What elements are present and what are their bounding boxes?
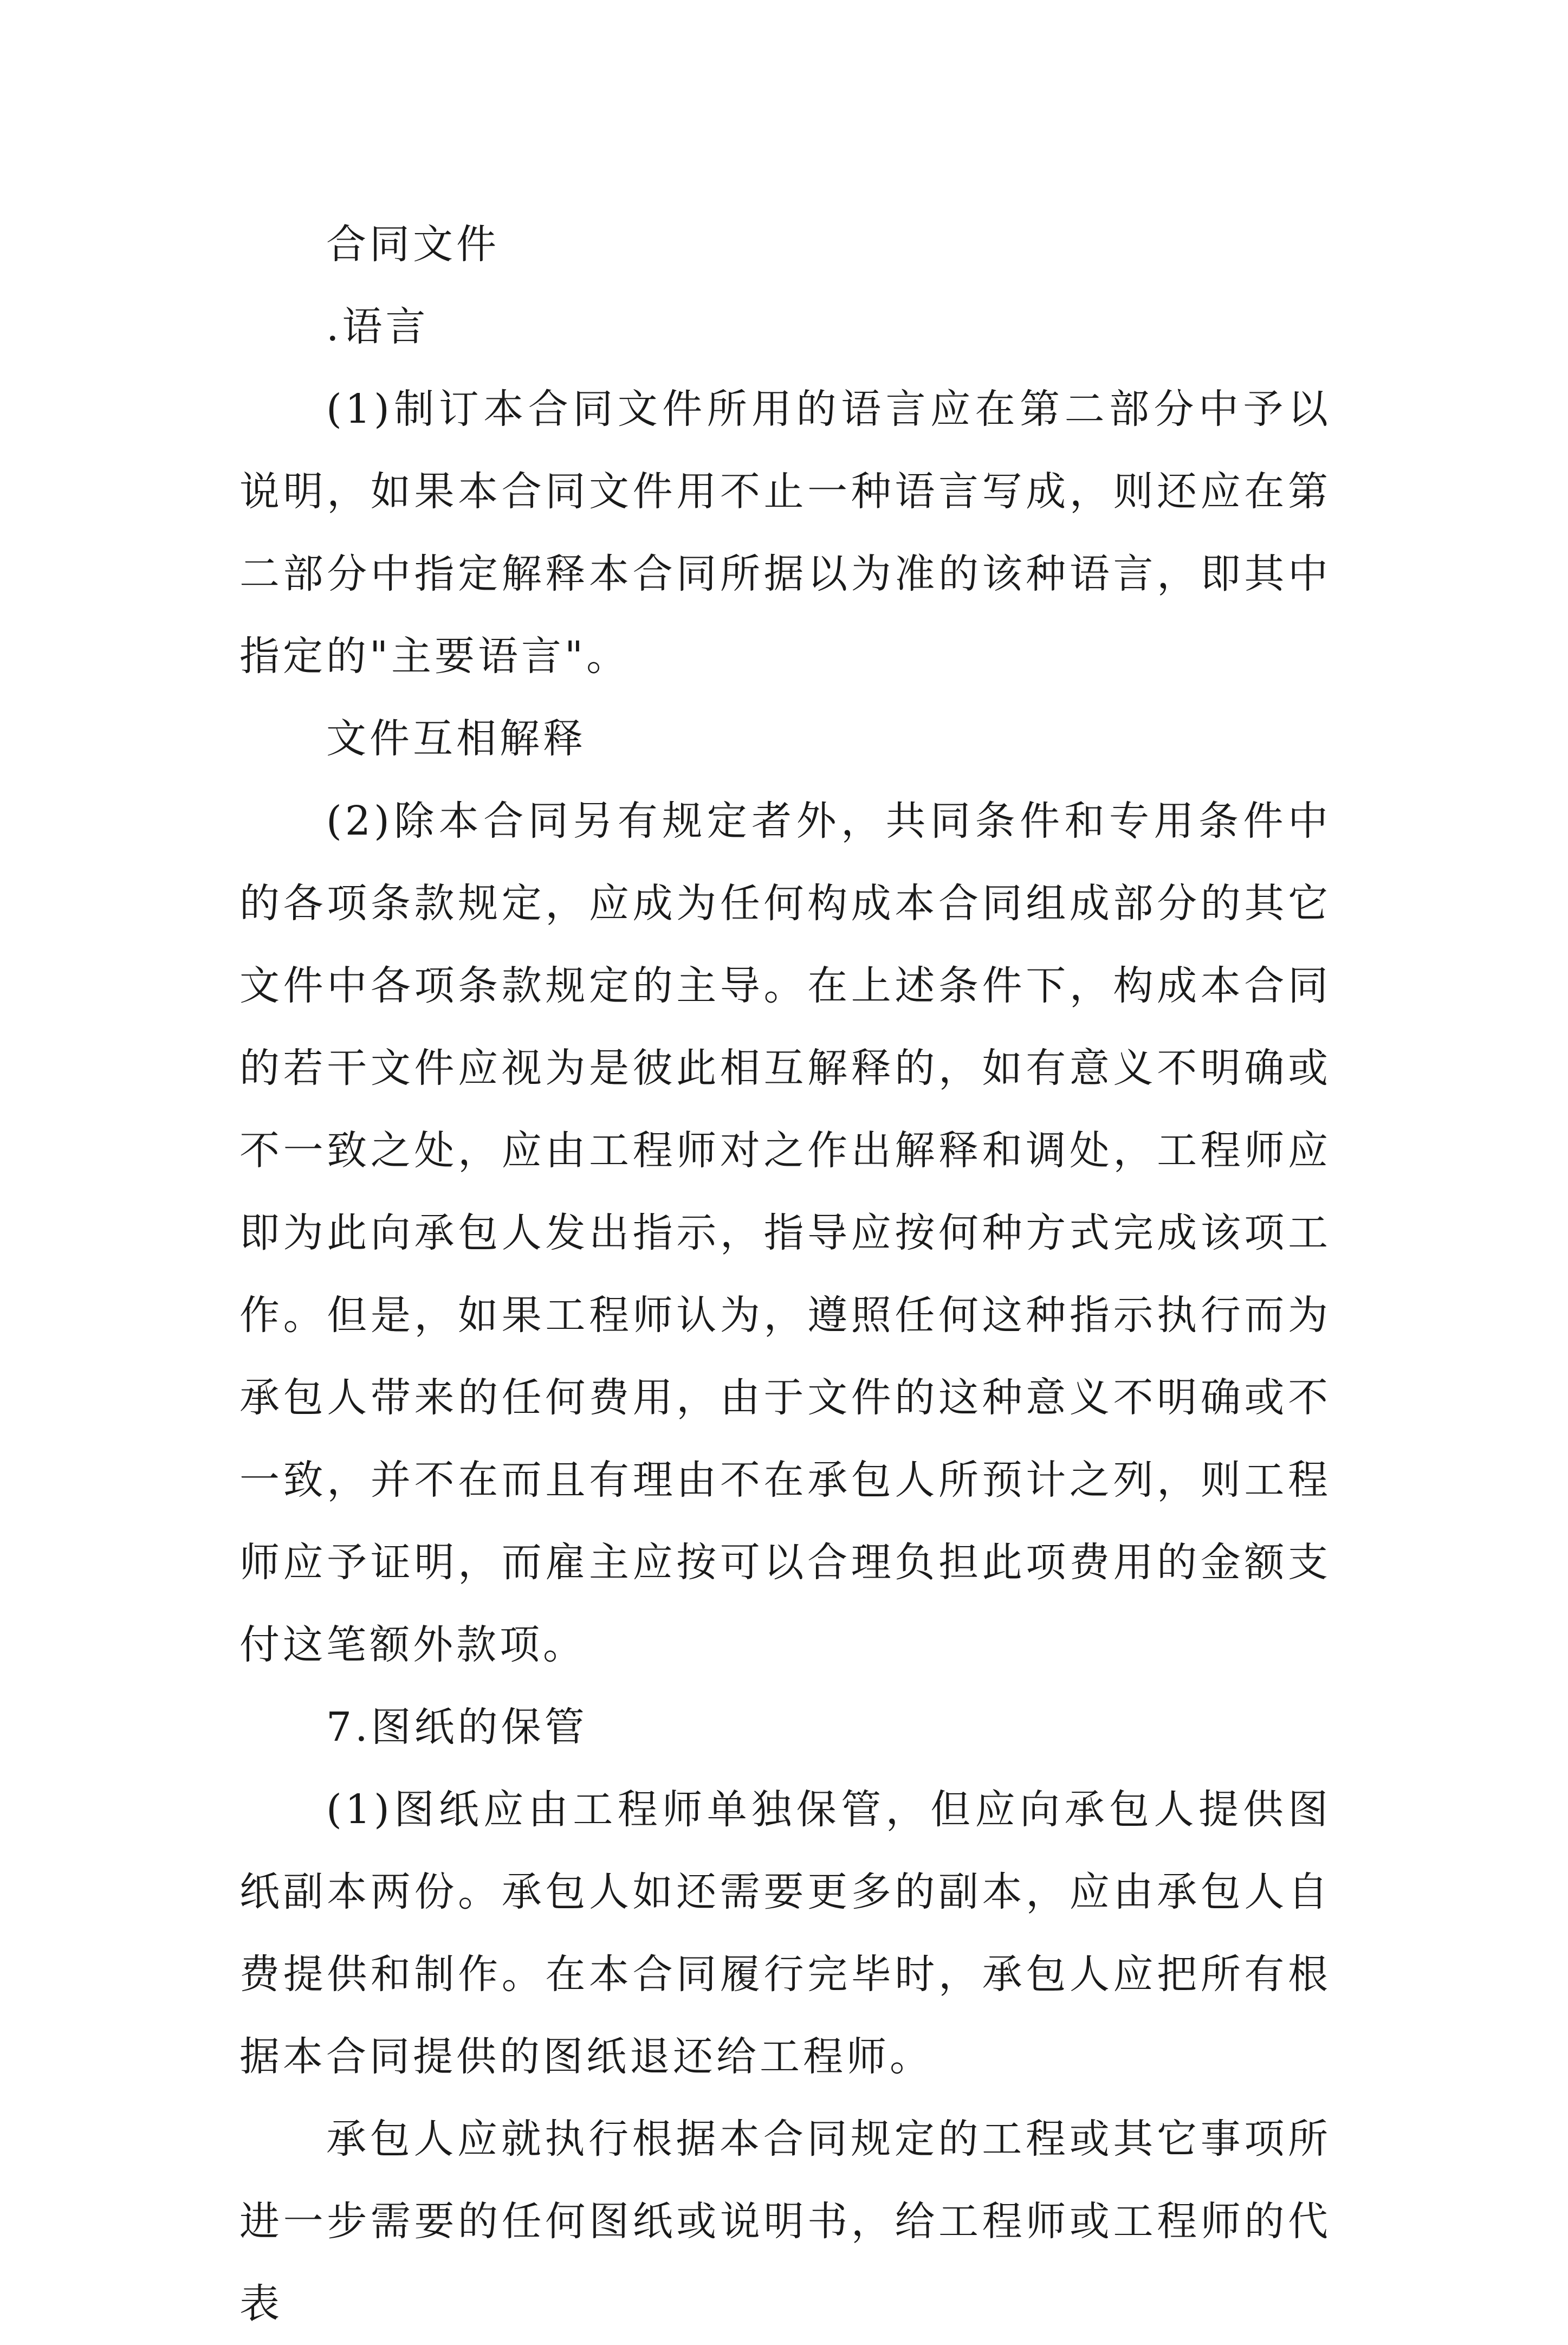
section-heading-mutual-explanation: 文件互相解释	[326, 715, 586, 762]
section-heading-language: .语言	[326, 303, 429, 350]
paragraph-language-clause: (1)制订本合同文件所用的语言应在第二部分中予以说明，如果本合同文件用不止一种语言写成，则还应在第二部分中指定解释本合同所据以为准的该种语言，即其中指定的"主要语言"。	[239, 386, 1331, 680]
section-heading-contract-documents: 合同文件	[326, 221, 500, 268]
document-body	[239, 203, 1331, 2345]
paragraph-mutual-explanation-clause: (2)除本合同另有规定者外，共同条件和专用条件中的各项条款规定，应成为任何构成本合同组成部分的其它文件中各项条款规定的主导。在上述条件下，构成本合同的若干文件应视为是彼此相互解释的，如有意义不明确或不一致之处，应由工程师对之作出解释和调处，工程师应即为此向承包人发出指示，指导应按何种方式完成该项工作。但是，如果工程师认为，遵照任何这种指示执行而为承包人带来的任何费用，由于文件的这种意义不明确或不一致，并不在而且有理由不在承包人所预计之列，则工程师应予证明，而雇主应按可以合理负担此项费用的金额支付这笔额外款项。	[239, 798, 1331, 1668]
paragraph-custody-clause: (1)图纸应由工程师单独保管，但应向承包人提供图纸副本两份。承包人如还需要更多的副本，应由承包人自费提供和制作。在本合同履行完毕时，承包人应把所有根据本合同提供的图纸退还给工程师。	[239, 1786, 1331, 2080]
section-heading-custody-of-drawings: 7.图纸的保管	[326, 1704, 588, 1750]
paragraph-further-drawings: 承包人应就执行根据本合同规定的工程或其它事项所进一步需要的任何图纸或说明书，给工程师或工程师的代表	[239, 2116, 1331, 2327]
